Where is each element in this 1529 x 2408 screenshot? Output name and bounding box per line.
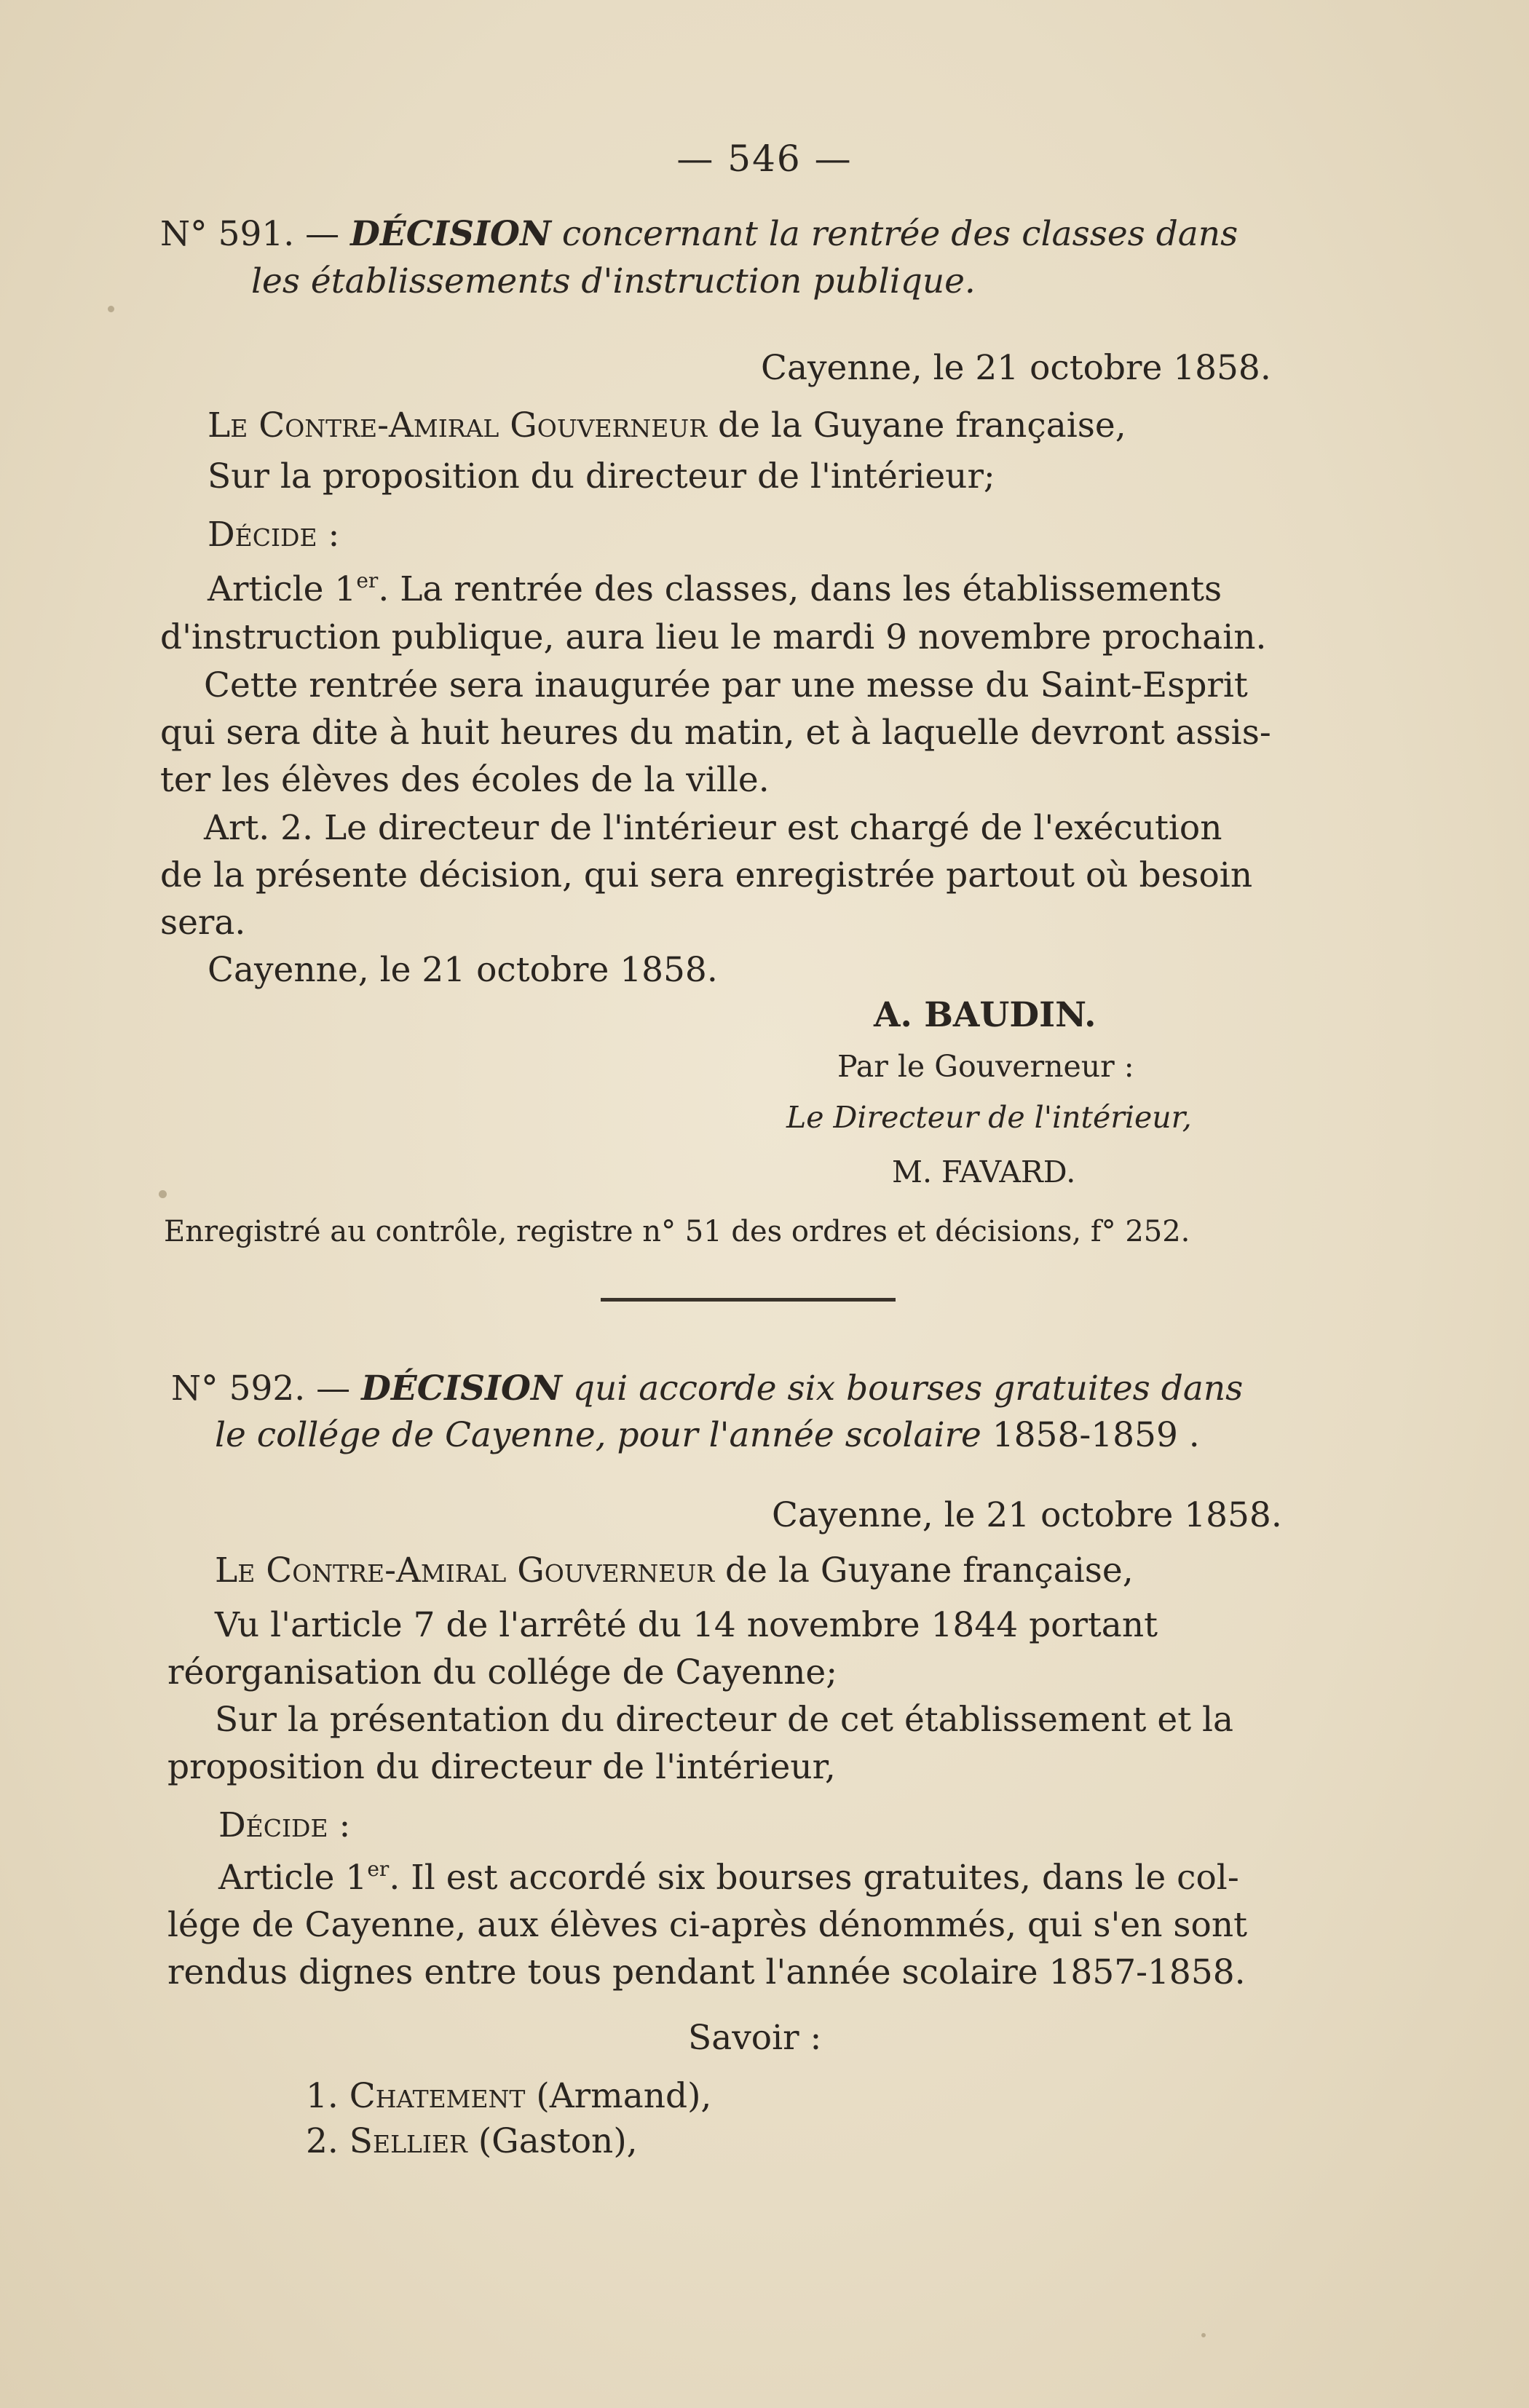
section-divider [601,1298,896,1302]
decision-591-article-1-rest: . La rentrée des classes, dans les établissements [378,569,1222,609]
decision-591-heading-rest: concernant la rentrée des classes dans [561,214,1238,254]
decision-591-heading-line-2: les établissements d'instruction publique. [251,261,976,301]
decision-591-dash: — [305,214,340,254]
decision-592-presentation-line-1: Sur la présentation du directeur de cet établissement et la [215,1700,1234,1740]
decision-591-signature: A. BAUDIN. [874,995,1097,1035]
decision-591-director-title: Le Directeur de l'intérieur, [786,1100,1192,1135]
decision-591-article-1-line-4: qui sera dite à huit heures du matin, et à laquelle devront assis- [160,713,1271,753]
decision-591-number: N° 591. [160,214,295,254]
decision-591-article-2-line-2: de la présente décision, qui sera enregistrée partout où besoin [160,855,1253,895]
decision-592-article-1-line-2: lége de Cayenne, aux élèves ci-après dénommés, qui s'en sont [167,1905,1248,1945]
decision-592-article-1-sup: er [367,1857,390,1881]
decision-592-intro-title: Le Contre-Amiral Gouverneur [215,1550,715,1591]
decision-592-intro [215,1549,1134,1593]
decision-591-proposal: Sur la proposition du directeur de l'intérieur; [208,456,995,496]
decision-591-by-governor: Par le Gouverneur : [837,1049,1134,1084]
decision-592-whereas-line-2: réorganisation du collége de Cayenne; [167,1652,838,1692]
list-item-given-name: (Gaston), [478,2121,638,2161]
list-item-index: 2. [306,2121,339,2161]
decision-592-whereas-line-1: Vu l'article 7 de l'arrêté du 14 novembre 1844 portant [215,1605,1158,1645]
list-item-surname: Chatement [349,2076,526,2116]
page-number: — 546 — [676,138,853,180]
decision-592-heading-word: DÉCISION [361,1369,562,1409]
decision-592-list-item-1 [306,2075,711,2118]
decision-592-list-item-2 [306,2120,638,2163]
decision-592-article-1-line-1 [218,1856,1239,1900]
decision-591-heading-line-1 [160,213,1238,256]
decision-592-presentation-line-2: proposition du directeur de l'intérieur, [167,1747,836,1787]
decision-591-intro-title: Le Contre-Amiral Gouverneur [208,405,708,445]
decision-591-article-1-line-2: d'instruction publique, aura lieu le mardi 9 novembre prochain. [160,617,1267,657]
decision-591-article-1-line-1 [208,568,1222,611]
decision-591-article-2-line-1: Art. 2. Le directeur de l'intérieur est chargé de l'exécution [204,808,1222,848]
paper-speck [1201,2333,1206,2337]
decision-591-article-1-line-3: Cette rentrée sera inaugurée par une messe du Saint-Esprit [204,665,1248,705]
decision-592-dateline: Cayenne, le 21 octobre 1858. [772,1495,1282,1535]
list-item-given-name: (Armand), [536,2076,712,2116]
decision-592-heading-line-2 [215,1414,1200,1457]
decision-591-registration: Enregistré au contrôle, registre n° 51 des ordres et décisions, f° 252. [164,1215,1190,1248]
decision-592-dash: — [316,1369,351,1409]
decision-591-decides: Décide : [208,515,340,555]
decision-592-decides: Décide : [218,1805,351,1845]
decision-591-article-2-line-3: sera. [160,903,246,943]
decision-591-article-1-sup: er [356,569,379,593]
decision-591-article-1-label: Article 1 [208,569,357,609]
decision-592-heading-line-2-text: le collége de Cayenne, pour l'année scolaire [215,1415,981,1455]
decision-591-director-name: M. FAVARD. [892,1155,1076,1189]
decision-591-intro-rest: de la Guyane française, [718,405,1126,445]
decision-591-intro [208,404,1126,448]
paper-speck [108,306,114,312]
decision-592-heading-years: 1858-1859 . [992,1415,1200,1455]
decision-592-intro-rest: de la Guyane française, [725,1550,1134,1591]
decision-592-article-1-line-3: rendus dignes entre tous pendant l'année scolaire 1857-1858. [167,1952,1246,1992]
paper-speck [159,1190,167,1198]
decision-592-article-1-rest: . Il est accordé six bourses gratuites, dans le col- [389,1858,1239,1898]
decision-591-heading-word: DÉCISION [350,214,551,254]
decision-592-savoir: Savoir : [688,2018,822,2058]
decision-592-heading-line-1 [171,1367,1243,1411]
decision-591-dateline: Cayenne, le 21 octobre 1858. [761,348,1271,388]
decision-591-closing-date: Cayenne, le 21 octobre 1858. [208,950,718,990]
list-item-index: 1. [306,2076,339,2116]
list-item-surname: Sellier [349,2121,467,2161]
decision-592-article-1-label: Article 1 [218,1858,368,1898]
decision-592-number: N° 592. [171,1369,306,1409]
decision-592-heading-rest: qui accorde six bourses gratuites dans [572,1369,1244,1409]
decision-591-article-1-line-5: ter les élèves des écoles de la ville. [160,760,770,800]
